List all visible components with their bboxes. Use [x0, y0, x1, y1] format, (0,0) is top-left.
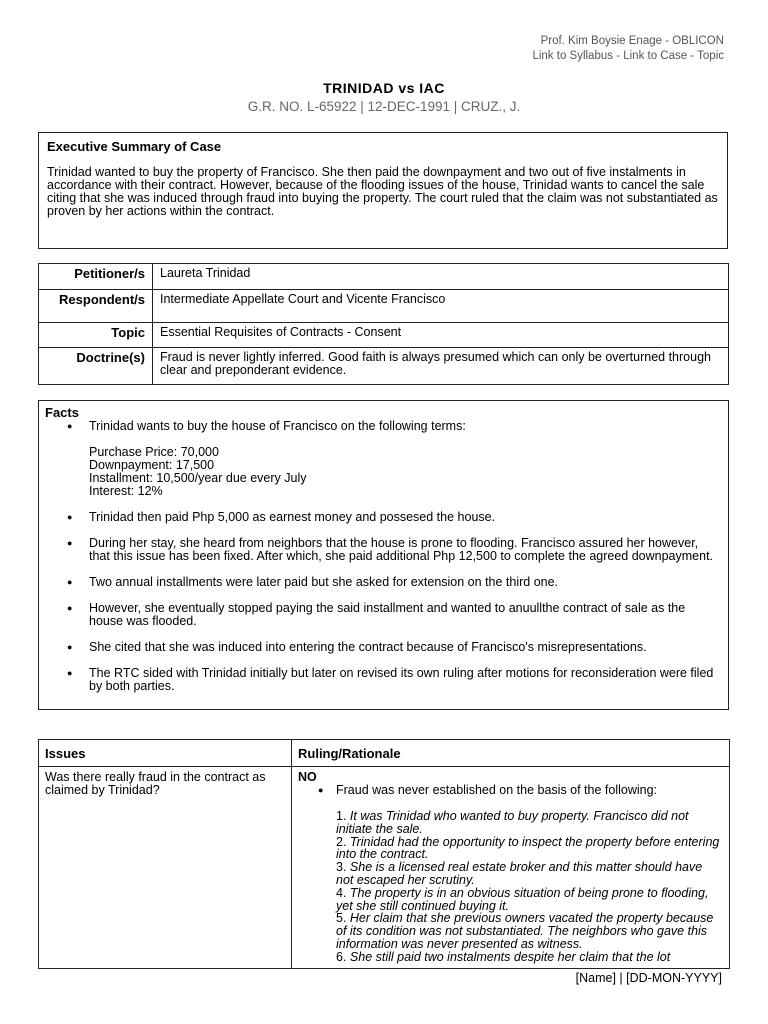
doctrine-label: Doctrine(s)	[39, 348, 153, 385]
list-item: ● Two annual installments were later paid but she asked for extension on the third one.	[45, 576, 722, 589]
ruling-header: Ruling/Rationale	[292, 740, 730, 767]
summary-text: Trinidad wanted to buy the property of Francisco. She then paid the downpayment and two out of five instalments in accordance with their contract. However, because of the flooding issues of the house, Trinidad wants to cancel the sale citing that she was induced through fraud into buying the property. The court ruled that the claim was not substantiated as proven by her actions within the contract.	[47, 165, 718, 218]
facts-list	[45, 420, 722, 693]
contract-terms	[89, 446, 722, 498]
list-item: 5. Her claim that she previous owners vacated the property because of its condition was not substantiated. The neighbors who gave this information was never presented as witness.	[336, 911, 714, 951]
topic-label: Topic	[39, 323, 153, 348]
case-info-table	[38, 263, 729, 385]
page-footer: [Name] | [DD-MON-YYYY]	[575, 971, 722, 985]
list-item: 3. She is a licensed real estate broker and this matter should have not escaped her scrutiny.	[336, 860, 703, 887]
page-header	[532, 34, 724, 64]
table-row	[39, 323, 729, 348]
term-interest: Interest: 12%	[89, 484, 163, 498]
issues-table	[38, 739, 730, 969]
topic-value: Essential Requisites of Contracts - Consent	[153, 323, 729, 348]
executive-summary	[38, 132, 728, 249]
table-row	[39, 290, 729, 323]
list-item: ● Trinidad then paid Php 5,000 as earnest money and possesed the house.	[45, 511, 722, 524]
table-row	[39, 264, 729, 290]
petitioner-value: Laureta Trinidad	[153, 264, 729, 290]
list-item: 2. Trinidad had the opportunity to inspect the property before entering into the contract.	[336, 834, 720, 862]
issues-header: Issues	[39, 740, 292, 767]
fact-text: Trinidad wants to buy the house of Francisco on the following terms:	[89, 419, 466, 433]
case-title: TRINIDAD vs IAC	[323, 80, 445, 96]
term-price: Purchase Price: 70,000	[89, 445, 219, 459]
facts-heading: Facts	[45, 405, 79, 420]
ruling-reasons	[298, 810, 723, 964]
list-item: 1. It was Trinidad who wanted to buy property. Francisco did not initiate the sale.	[336, 809, 689, 836]
petitioner-label: Petitioner/s	[39, 264, 153, 290]
table-row	[39, 348, 729, 385]
list-item: ● However, she eventually stopped paying the said installment and wanted to anuullthe contract of sale as the house was flooded.	[45, 602, 722, 628]
links-line[interactable]: Link to Syllabus - Link to Case - Topic	[532, 50, 724, 62]
list-item: 6. She still paid two instalments despite her claim that the lot	[336, 949, 671, 964]
list-item: ● She cited that she was induced into entering the contract because of Francisco's misrepresentations.	[45, 641, 722, 654]
list-item: ● The RTC sided with Trinidad initially but later on revised its own ruling after motions for reconsideration were filed by both parties.	[45, 667, 722, 693]
ruling-intro: ● Fraud was never established on the basis of the following:	[298, 784, 723, 797]
list-item: 4. The property is in an obvious situation of being prone to flooding, yet she still continued buying it.	[336, 885, 709, 913]
table-row	[39, 767, 730, 969]
table-header-row	[39, 740, 730, 767]
ruling-answer: NO	[298, 770, 317, 784]
doctrine-value: Fraud is never lightly inferred. Good faith is always presumed which can only be overturned through clear and preponderant evidence.	[153, 348, 729, 385]
facts-section	[38, 400, 729, 710]
summary-heading: Executive Summary of Case	[47, 139, 222, 154]
issue-cell: Was there really fraud in the contract as claimed by Trinidad?	[39, 767, 292, 969]
list-item	[45, 420, 722, 498]
ruling-cell	[292, 767, 730, 969]
term-installment: Installment: 10,500/year due every July	[89, 471, 307, 485]
term-downpayment: Downpayment: 17,500	[89, 458, 215, 472]
respondent-value: Intermediate Appellate Court and Vicente Francisco	[153, 290, 729, 323]
case-citation: G.R. NO. L-65922 | 12-DEC-1991 | CRUZ., J.	[247, 99, 521, 114]
respondent-label: Respondent/s	[39, 290, 153, 323]
author-line: Prof. Kim Boysie Enage - OBLICON	[540, 35, 724, 47]
list-item: ● During her stay, she heard from neighbors that the house is prone to flooding. Francisco assured her however, that this issue has been fixed. After which, she paid additional Php 12,500 to complete the agreed downpayment.	[45, 537, 722, 563]
